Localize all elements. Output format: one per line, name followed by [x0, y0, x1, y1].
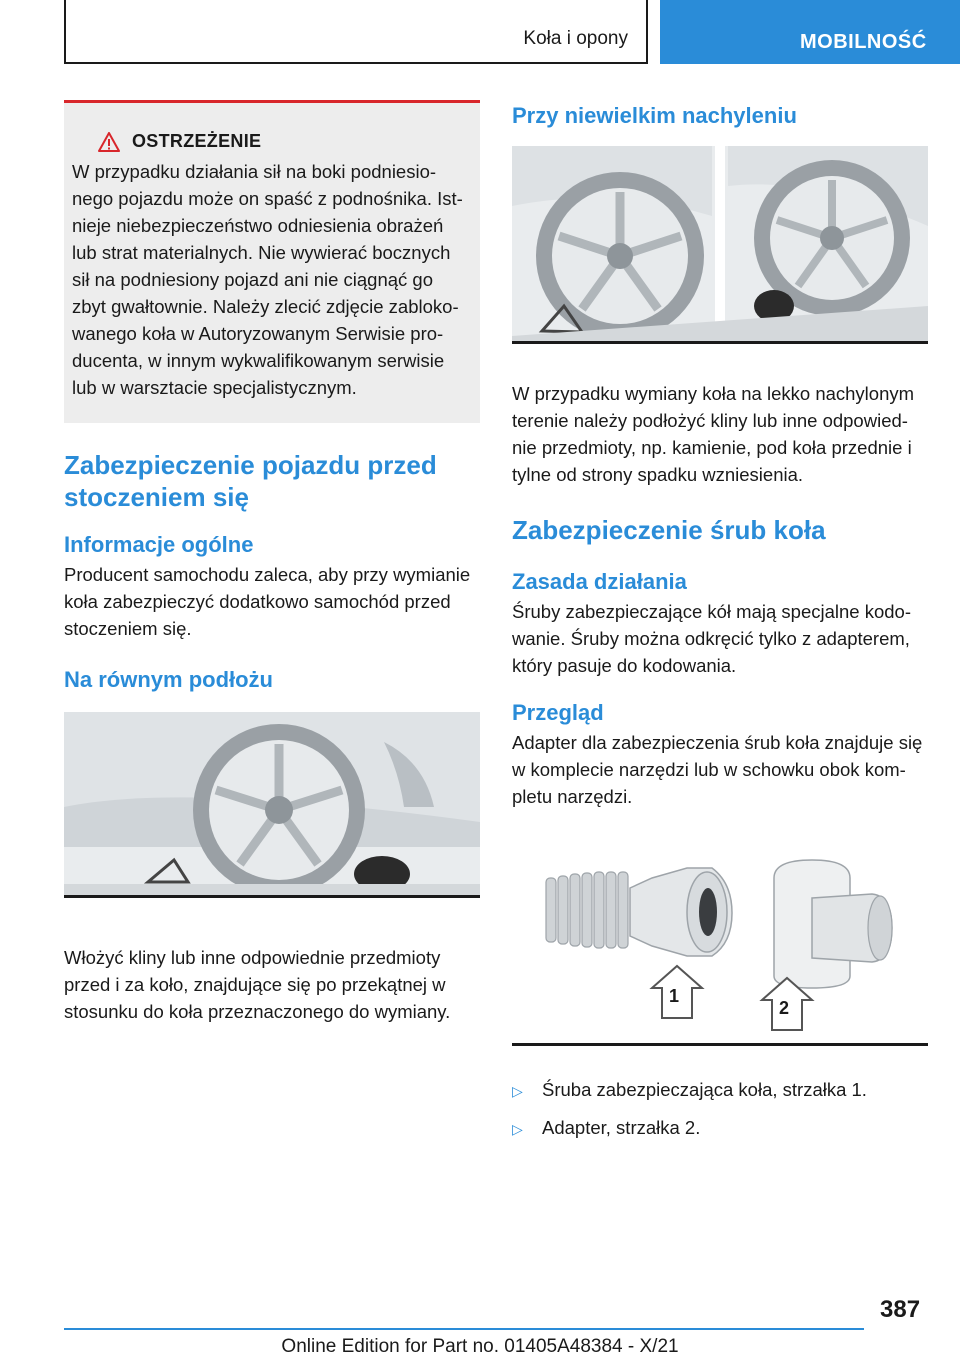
- text-line: Adapter dla zabezpieczenia śrub koła znajduje się: [512, 732, 923, 753]
- wheel-lock-bolt-and-adapter-image: [512, 838, 928, 1043]
- subheading-overview: Przegląd: [512, 700, 604, 725]
- heading-line: Zabezpieczenie pojazdu przed: [64, 450, 437, 480]
- text-line: Śruby zabezpieczające kół mają specjalne kodo-: [512, 601, 911, 622]
- warning-title-row: [72, 131, 472, 152]
- arrow-1-label: 1: [669, 986, 680, 1006]
- warning-line: lub strat materialnych. Nie wywierać bocznych: [72, 242, 451, 263]
- list-item-text: Adapter, strzałka 2.: [542, 1117, 701, 1138]
- arrow-2-label: 2: [779, 998, 790, 1018]
- level-ground-caption: [64, 944, 480, 1025]
- warning-line: zbyt gwałtownie. Należy zlecić zdjęcie zabloko-: [72, 296, 459, 317]
- warning-line: ducenta, w innym wykwalifikowanym serwisie: [72, 350, 445, 371]
- bullet-triangle-icon: ▷: [512, 1083, 523, 1099]
- warning-line: sił na podniesiony pojazd ani nie ciągnąć go: [72, 269, 434, 290]
- subheading-level-ground: Na równym podłożu: [64, 667, 273, 692]
- text-line: koła zabezpieczyć dodatkowo samochód przed: [64, 591, 451, 612]
- warning-line: nego pojazdu może on spaść z podnośnika. Ist-: [72, 188, 463, 209]
- list-item: [512, 1114, 928, 1143]
- header-chapter-tab: [660, 0, 960, 64]
- header-section-box: [64, 0, 648, 64]
- list-item: [512, 1076, 928, 1105]
- text-line: wanie. Śruby można odkręcić tylko z adapterem,: [512, 628, 910, 649]
- warning-title: OSTRZEŻENIE: [132, 131, 262, 151]
- warning-triangle-icon: [98, 132, 120, 152]
- slope-caption: [512, 380, 928, 488]
- warning-line: nieje niebezpieczeństwo odniesienia obrażeń: [72, 215, 444, 236]
- text-line: terenie należy podłożyć kliny lub inne odpowied-: [512, 410, 908, 431]
- page-number: 387: [880, 1296, 921, 1323]
- text-line: pletu narzędzi.: [512, 786, 633, 807]
- header-section-title: Koła i opony: [523, 28, 628, 49]
- heading-line: stoczeniem się: [64, 482, 249, 512]
- subheading-principle: Zasada działania: [512, 569, 687, 594]
- subheading-slight-slope: Przy niewielkim nachyleniu: [512, 103, 797, 128]
- level-ground-illustration: [64, 712, 480, 898]
- warning-line: wanego koła w Autoryzowanym Serwisie pro-: [72, 323, 444, 344]
- text-line: stoczeniem się.: [64, 618, 192, 639]
- general-info-text: [64, 561, 480, 642]
- text-line: Włożyć kliny lub inne odpowiednie przedmioty: [64, 947, 441, 968]
- bullet-triangle-icon: ▷: [512, 1121, 523, 1137]
- slope-illustration: [512, 146, 928, 344]
- warning-box: [64, 100, 480, 423]
- text-line: W przypadku wymiany koła na lekko nachylonym: [512, 383, 915, 404]
- wheel-chock-image: [64, 712, 480, 895]
- text-line: nie przedmioty, np. kamienie, pod koła przednie i: [512, 437, 912, 458]
- wheel-lock-illustration: [512, 838, 928, 1046]
- text-line: przed i za koło, znajdujące się po przekątnej w: [64, 974, 446, 995]
- wheel-lock-legend: [512, 1076, 928, 1143]
- text-line: tylne od strony spadku wzniesienia.: [512, 464, 804, 485]
- left-column: [64, 100, 480, 1025]
- right-column: [512, 100, 928, 1152]
- warning-line: lub w warsztacie specjalistycznym.: [72, 377, 357, 398]
- section-heading-wheel-locks: Zabezpieczenie śrub koła: [512, 515, 826, 545]
- section-heading-roll-away: [64, 449, 480, 513]
- list-item-text: Śruba zabezpieczająca koła, strzałka 1.: [542, 1079, 867, 1100]
- text-line: Producent samochodu zaleca, aby przy wymianie: [64, 564, 471, 585]
- footer-edition-text: Online Edition for Part no. 01405A48384 - X/21: [281, 1336, 679, 1357]
- text-line: stosunku do koła przeznaczonego do wymiany.: [64, 1001, 451, 1022]
- principle-text: [512, 598, 928, 679]
- text-line: w komplecie narzędzi lub w schowku obok kom-: [512, 759, 906, 780]
- footer-divider: [64, 1328, 864, 1330]
- subheading-general-info: Informacje ogólne: [64, 532, 254, 557]
- header-chapter-title: MOBILNOŚĆ: [800, 31, 927, 53]
- overview-text: [512, 729, 928, 810]
- warning-line: W przypadku działania sił na boki podniesio-: [72, 161, 437, 182]
- slope-chock-image: [512, 146, 928, 341]
- text-line: który pasuje do kodowania.: [512, 655, 737, 676]
- warning-text: [72, 158, 472, 401]
